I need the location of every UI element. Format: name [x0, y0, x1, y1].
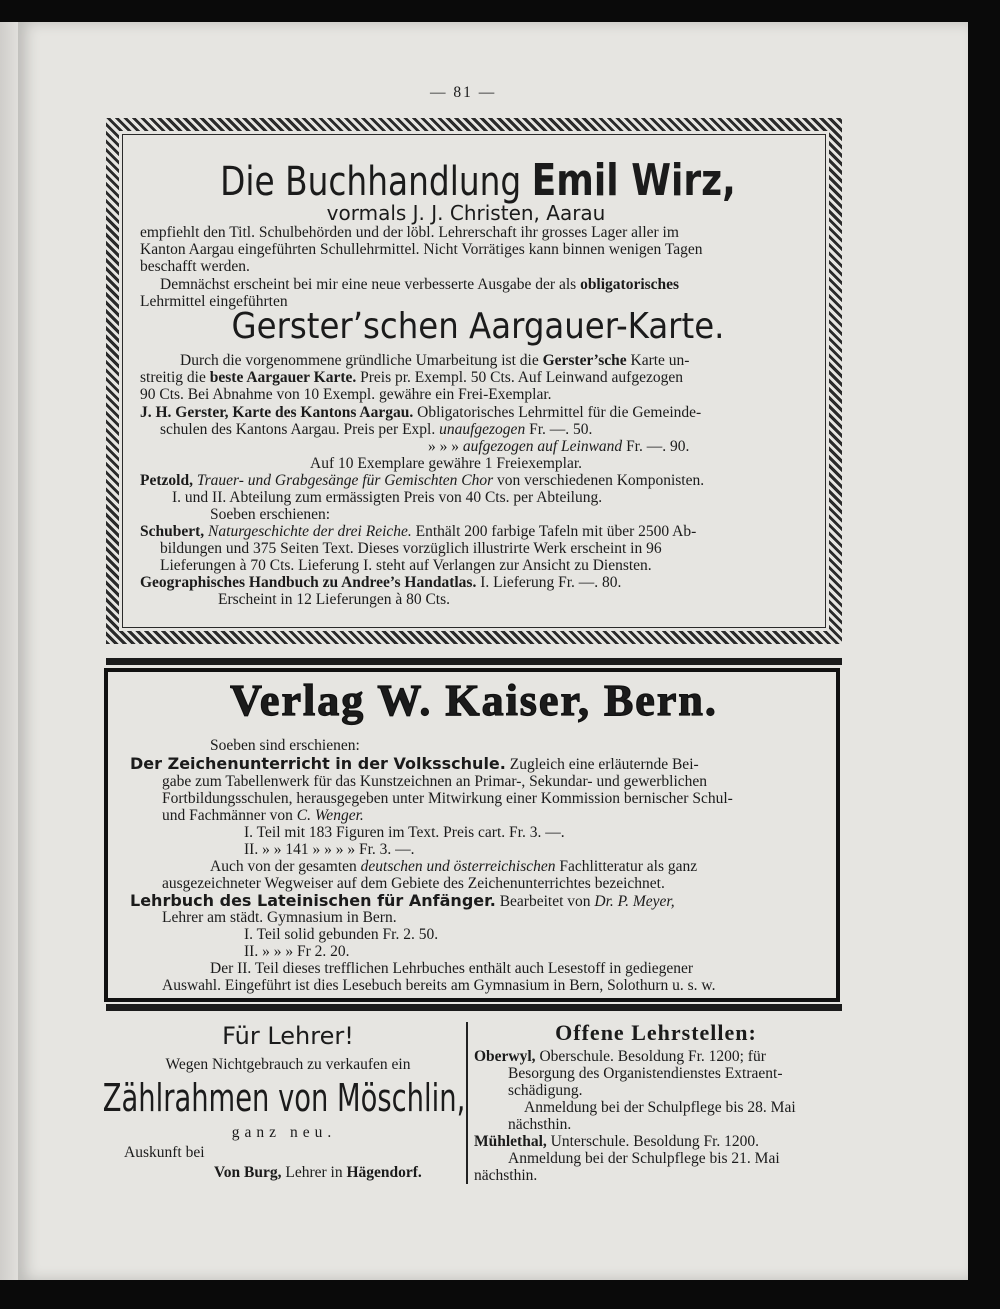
wirz-text-line: beschafft werden.: [140, 258, 250, 275]
kaiser-text-line: gabe zum Tabellenwerk für das Kunstzeichnen an Primar-, Sekundar- und gewerblichen: [162, 773, 708, 790]
wirz-text: Obligatorisches Lehrmittel für die Gemeinde-: [417, 404, 702, 421]
wirz-text-line: bildungen und 375 Seiten Text. Dieses vorzüglich illustrirte Werk erscheint in 96: [160, 540, 662, 557]
wirz-text-bold: Gerster’sche: [542, 352, 627, 369]
wirz-text: Preis pr. Exempl. 50 Cts. Auf Leinwand aufgezogen: [360, 369, 683, 386]
kaiser-text: Zugleich eine erläuternde Bei-: [509, 756, 699, 773]
karte-title: Gerster’schen Aargauer-Karte.: [231, 306, 725, 347]
kaiser-text-line: II. » » » Fr 2. 20.: [244, 943, 350, 960]
kaiser-text: Fachlitteratur als ganz: [559, 858, 698, 875]
kaiser-text-line: [210, 858, 697, 876]
wirz-text-bold: Schubert,: [140, 523, 205, 540]
wirz-text-line: [160, 421, 592, 439]
right-ad-line: Besorgung des Organistendienstes Extraent-: [508, 1065, 783, 1082]
wirz-text-line: Erscheint in 12 Lieferungen à 80 Cts.: [218, 591, 451, 608]
kaiser-text-line: II. » » 141 » » » » Fr. 3. —.: [244, 841, 415, 858]
kaiser-bottom-rule: [106, 1004, 842, 1011]
kaiser-text-italic: C. Wenger.: [296, 807, 364, 824]
left-ad-text: Lehrer in: [285, 1164, 343, 1181]
kaiser-text-line: [130, 755, 699, 774]
wirz-text: von verschiedenen Komponisten.: [497, 472, 705, 489]
right-ad-line: [474, 1048, 766, 1066]
wirz-subtitle: vormals J. J. Christen, Aarau: [326, 201, 606, 225]
kaiser-text-line: Der II. Teil dieses trefflichen Lehrbuches enthält auch Lesestoff in gediegener: [210, 960, 694, 977]
wirz-text-line: [140, 472, 704, 490]
kaiser-heading: Lehrbuch des Lateinischen für Anfänger.: [130, 891, 496, 910]
wirz-title: [220, 155, 736, 206]
kaiser-text-line: I. Teil solid gebunden Fr. 2. 50.: [244, 926, 439, 943]
kaiser-text-line: Lehrer am städt. Gymnasium in Bern.: [162, 909, 397, 926]
kaiser-text: Bearbeitet von: [499, 893, 591, 910]
wirz-text: schulen des Kantons Aargau. Preis per Expl.: [160, 421, 436, 438]
wirz-title-name: Emil Wirz,: [531, 155, 736, 206]
right-ad-line: schädigung.: [508, 1082, 583, 1099]
page-number: — 81 —: [430, 84, 497, 101]
wirz-text: Karte un-: [630, 352, 690, 369]
left-ad-line: Wegen Nichtgebrauch zu verkaufen ein: [165, 1056, 411, 1073]
right-ad-text: Unterschule. Besoldung Fr. 1200.: [550, 1133, 760, 1150]
wirz-text-italic: Trauer- und Grabgesänge für Gemischten Chor: [196, 472, 494, 489]
right-ad-line: [474, 1133, 759, 1151]
left-ad-bold: Hägendorf.: [346, 1164, 422, 1181]
kaiser-text-italic: Dr. P. Meyer,: [594, 893, 675, 910]
right-ad-title: Offene Lehrstellen:: [555, 1020, 757, 1045]
right-ad-bold: Mühlethal,: [474, 1133, 547, 1150]
wirz-text-bold: Petzold,: [140, 472, 193, 489]
left-ad-bold: Von Burg,: [214, 1164, 282, 1181]
wirz-text-bold: Geographisches Handbuch zu Andree’s Handatlas.: [140, 574, 477, 591]
kaiser-top-rule: [106, 658, 842, 665]
wirz-text: Durch die vorgenommene gründliche Umarbeitung ist die: [180, 352, 539, 369]
kaiser-title: Verlag W. Kaiser, Bern.: [230, 676, 718, 725]
kaiser-text-line: Fortbildungsschulen, herausgegeben unter Mitwirkung einer Kommission bernischer Schul-: [162, 790, 733, 807]
wirz-text-line: [140, 574, 621, 592]
wirz-text-line: 90 Cts. Bei Abnahme von 10 Exempl. gewähre ein Frei-Exemplar.: [140, 386, 552, 403]
wirz-text-line: [428, 438, 689, 456]
wirz-text-line: Auf 10 Exemplare gewähre 1 Freiexemplar.: [310, 455, 583, 472]
kaiser-text-italic: deutschen und österreichischen: [360, 858, 556, 875]
wirz-text: streitig die: [140, 369, 206, 386]
wirz-text-line: [140, 404, 701, 422]
wirz-text-line: empfiehlt den Titl. Schulbehörden und der löbl. Lehrerschaft ihr grosses Lager aller im: [140, 224, 679, 241]
right-ad-line: Anmeldung bei der Schulpflege bis 21. Mai: [508, 1150, 780, 1167]
left-ad-line: ganz neu.: [231, 1124, 337, 1141]
wirz-text-line: Soeben erschienen:: [210, 506, 331, 523]
left-ad-line: Auskunft bei: [124, 1144, 205, 1161]
kaiser-heading: Der Zeichenunterricht in der Volksschule.: [130, 754, 506, 773]
wirz-text: Fr. —. 50.: [529, 421, 593, 438]
right-ad-text: Oberschule. Besoldung Fr. 1200; für: [539, 1048, 766, 1065]
wirz-text: » » »: [428, 438, 459, 455]
kaiser-text-line: [162, 807, 364, 825]
wirz-text-italic: aufgezogen auf Leinwand: [462, 438, 623, 455]
wirz-text: Demnächst erscheint bei mir eine neue verbesserte Ausgabe der als: [160, 276, 577, 293]
wirz-text-bold: obligatorisches: [580, 276, 680, 293]
wirz-text-line: [140, 523, 696, 541]
right-ad-line: nächsthin.: [474, 1167, 538, 1184]
kaiser-text-line: Auswahl. Eingeführt ist dies Lesebuch bereits am Gymnasium in Bern, Solothurn u. s. w.: [162, 977, 716, 994]
wirz-title-prefix: Die Buchhandlung: [220, 159, 522, 205]
wirz-text: I. Lieferung Fr. —. 80.: [480, 574, 622, 591]
wirz-text-bold: J. H. Gerster, Karte des Kantons Aargau.: [140, 404, 414, 421]
right-ad-line: nächsthin.: [508, 1116, 572, 1133]
wirz-text-italic: unaufgezogen: [439, 421, 526, 438]
kaiser-text: und Fachmänner von: [162, 807, 293, 824]
wirz-text-line: [160, 276, 679, 294]
wirz-text-line: Lehrmittel eingeführten: [140, 293, 288, 310]
kaiser-text: Auch von der gesamten: [210, 858, 357, 875]
wirz-text-line: [140, 369, 683, 387]
right-ad-line: Anmeldung bei der Schulpflege bis 28. Mai: [524, 1099, 796, 1116]
left-ad-big: Zählrahmen von Möschlin,: [102, 1076, 466, 1120]
wirz-text-line: Kanton Aargau eingeführten Schullehrmittel. Nicht Vorrätiges kann binnen wenigen Tagen: [140, 241, 703, 258]
wirz-text: Fr. —. 90.: [626, 438, 690, 455]
left-ad-title: Für Lehrer!: [222, 1022, 354, 1050]
wirz-text-bold: beste Aargauer Karte.: [209, 369, 357, 386]
kaiser-text-line: Soeben sind erschienen:: [210, 737, 360, 754]
wirz-text-line: Lieferungen à 70 Cts. Lieferung I. steht auf Verlangen zur Ansicht zu Diensten.: [160, 557, 652, 574]
left-ad-line: [214, 1164, 422, 1182]
wirz-text-line: I. und II. Abteilung zum ermässigten Preis von 40 Cts. per Abteilung.: [172, 489, 603, 506]
page-edge: [0, 22, 20, 1280]
column-divider: [466, 1022, 468, 1184]
kaiser-text-line: ausgezeichneter Wegweiser auf dem Gebiete des Zeichenunterrichtes bezeichnet.: [162, 875, 665, 892]
kaiser-text-line: I. Teil mit 183 Figuren im Text. Preis cart. Fr. 3. —.: [244, 824, 565, 841]
wirz-text-italic: Naturgeschichte der drei Reiche.: [208, 523, 412, 540]
wirz-text: Enthält 200 farbige Tafeln mit über 2500 Ab-: [415, 523, 697, 540]
right-ad-bold: Oberwyl,: [474, 1048, 536, 1065]
wirz-text-line: [180, 352, 689, 370]
